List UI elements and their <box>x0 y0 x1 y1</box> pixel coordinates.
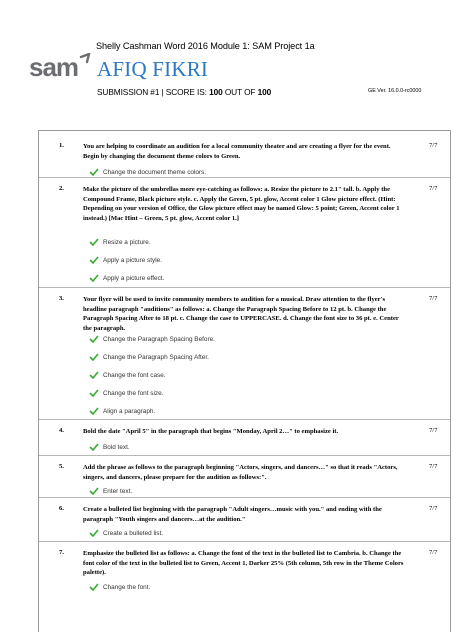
svg-text:sam: sam <box>29 53 79 81</box>
check-icon <box>89 168 99 176</box>
question-score: 7/7 <box>429 505 438 512</box>
question-number: 4. <box>59 427 64 434</box>
question-number: 3. <box>59 295 64 302</box>
check-icon <box>89 256 99 264</box>
check-icon <box>89 274 99 282</box>
task-label: Change the font case. <box>103 372 166 379</box>
task-item <box>103 408 155 415</box>
question-text: You are helping to coordinate an audition for a local community theater and are creating a flyer for the event. Begin by changing the document theme colors to Green. <box>83 143 391 160</box>
task-item <box>103 390 163 397</box>
task-item <box>103 584 150 591</box>
task-item <box>103 372 166 379</box>
task-item <box>103 336 215 343</box>
score-max: 100 <box>257 87 272 97</box>
score-value: 100 <box>209 87 223 97</box>
check-icon <box>89 371 99 379</box>
task-label: Change the font size. <box>103 390 164 397</box>
task-label: Create a bulleted list. <box>103 530 164 537</box>
task-item <box>103 275 164 282</box>
question-text: Your flyer will be used to invite community members to audition for a musical. Draw attention to the flyer's headline paragraph "auditions" as follows: a. Change the Paragraph Spacing Before to 12 pt. b. Change the Paragraph Spacing After to 18 pt. c. Change the case to UPPERCASE. d. Change the font size to 36 pt. e. Center the paragraph. <box>83 296 399 332</box>
student-name: AFIQ FIKRI <box>97 57 209 81</box>
submission-score <box>97 87 271 97</box>
version-label: GE Ver. 16.0.0-rc0000 <box>368 88 422 94</box>
question-number: 1. <box>59 142 64 149</box>
question-text: Add the phrase as follows to the paragraph beginning "Actors, singers, and dancers…" so that it reads "Actors, singers, and dancers, please prepare for the audition as follows:". <box>83 464 398 481</box>
task-label: Change the Paragraph Spacing After. <box>103 354 209 361</box>
question-number: 7. <box>59 549 64 556</box>
task-label: Resize a picture. <box>103 239 151 246</box>
task-item <box>103 530 163 537</box>
task-label: Apply a picture effect. <box>103 275 165 282</box>
question-row <box>39 455 450 495</box>
question-text: Create a bulleted list beginning with the paragraph "Adult singers…music with you." and ending with the paragraph "Youth singers and dancers…at the audition." <box>83 506 382 523</box>
check-icon <box>89 389 99 397</box>
check-icon <box>89 353 99 361</box>
score-out-of-label: OUT OF <box>222 87 258 97</box>
question-number: 6. <box>59 505 64 512</box>
question-row <box>39 419 450 451</box>
question-score: 7/7 <box>429 549 438 556</box>
task-label: Enter text. <box>103 488 133 495</box>
question-row <box>39 497 450 537</box>
submission-label: SUBMISSION #1 | SCORE IS: <box>97 87 210 97</box>
question-row <box>39 177 450 282</box>
task-label: Align a paragraph. <box>103 408 156 415</box>
question-row <box>39 287 450 415</box>
question-text: Make the picture of the umbrellas more eye-catching as follows: a. Resize the picture to 2.1" tall. b. Apply the Compound Frame, Black picture style. c. Apply the Green, 5 pt. glow, Accent color 1 Glow picture effect. (Hint: Depending on your version of Office, the Glow picture effect may be named Glow: 5 point; Green, Accent color 1 instead.) [Mac Hint – Green, 5 pt. glow, Accent color 1.] <box>83 186 400 222</box>
check-icon <box>89 529 99 537</box>
results-panel <box>38 130 451 632</box>
task-item <box>103 239 151 246</box>
question-score: 7/7 <box>429 295 438 302</box>
task-label: Bold text. <box>103 444 130 451</box>
question-number: 2. <box>59 185 64 192</box>
task-label: Change the font. <box>103 584 151 591</box>
task-item <box>103 257 162 264</box>
question-score: 7/7 <box>429 185 438 192</box>
check-icon <box>89 443 99 451</box>
question-score: 7/7 <box>429 142 438 149</box>
check-icon <box>89 407 99 415</box>
check-icon <box>89 238 99 246</box>
task-label: Change the document theme colors. <box>103 169 207 176</box>
check-icon <box>89 487 99 495</box>
question-text: Bold the date "April 5" in the paragraph that begins "Monday, April 2…" to emphasize it. <box>83 428 339 435</box>
task-item <box>103 354 209 361</box>
sam-logo-icon <box>29 53 91 81</box>
question-score: 7/7 <box>429 463 438 470</box>
task-item <box>103 488 132 495</box>
project-title: Shelly Cashman Word 2016 Module 1: SAM Project 1a <box>96 41 315 51</box>
task-item <box>103 169 206 176</box>
task-label: Apply a picture style. <box>103 257 162 264</box>
question-row <box>39 541 450 591</box>
task-item <box>103 444 130 451</box>
task-label: Change the Paragraph Spacing Before. <box>103 336 215 343</box>
check-icon <box>89 583 99 591</box>
question-score: 7/7 <box>429 427 438 434</box>
question-number: 5. <box>59 463 64 470</box>
check-icon <box>89 335 99 343</box>
question-text: Emphasize the bulleted list as follows: a. Change the font of the text in the bulleted list to Cambria. b. Change the font color of the text in the bulleted list to Green, Accent 1, Darker 25% (5th column, 5th row in the Theme Colors palette). <box>83 550 404 577</box>
